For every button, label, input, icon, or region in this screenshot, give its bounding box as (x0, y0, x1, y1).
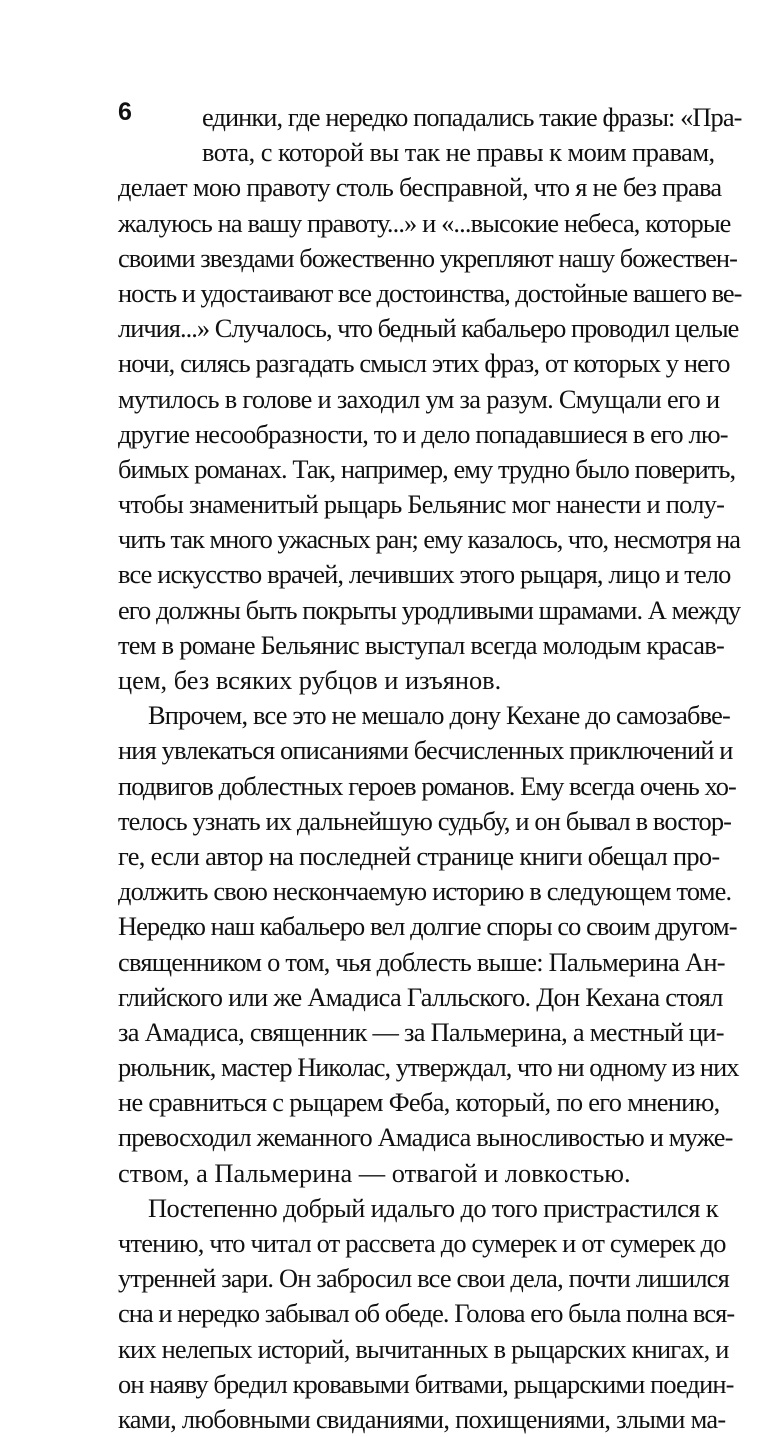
text-line: глийского или же Амадиса Галльского. Дон Кехана стоял (118, 981, 723, 1012)
text-line: другие несообразности, то и дело попадавшиеся в его лю- (118, 418, 728, 449)
text-line: превосходил жеманного Амадиса выносливостью и муже- (118, 1122, 733, 1153)
text-line: ния увлекаться описаниями бесчисленных приключений и (118, 735, 733, 766)
text-line: подвигов доблестных героев романов. Ему всегда очень хо- (118, 770, 736, 801)
text-line: священником о том, чья доблесть выше: Пальмерина Ан- (118, 946, 725, 977)
text-line: должить свою нескончаемую историю в следующем томе. (118, 876, 732, 907)
text-line: цем, без всяких рубцов и изъянов. (118, 665, 502, 695)
text-line: Постепенно добрый идальго до того пристрастился к (148, 1192, 718, 1223)
text-line: тем в романе Бельянис выступал всегда молодым красав- (118, 629, 724, 660)
text-line: рюльник, мастер Николас, утверждал, что ни одному из них (118, 1052, 739, 1083)
text-line: чтобы знаменитый рыцарь Бельянис мог нанести и полу- (118, 489, 725, 520)
text-line: ночи, силясь разгадать смысл этих фраз, от которых у него (118, 348, 730, 379)
text-line: единки, где нередко попадались такие фразы: «Пра- (202, 102, 742, 132)
text-line: сна и нередко забывал об обеде. Голова его была полна вся- (118, 1298, 735, 1329)
text-line: за Амадиса, священник — за Пальмерина, а местный ци- (118, 1016, 724, 1047)
text-line: бимых романах. Так, например, ему трудно было поверить, (118, 453, 736, 484)
text-line: не сравниться с рыцарем Феба, который, по его мнению, (118, 1087, 720, 1118)
text-line: мутилось в голове и заходил ум за разум. Смущали его и (118, 383, 720, 414)
text-line: ге, если автор на последней странице книги обещал про- (118, 840, 720, 871)
text-line: утренней зари. Он забросил все свои дела, почти лишился (118, 1263, 729, 1294)
text-line: жалуюсь на вашу правоту...» и «...высокие небеса, которые (118, 207, 731, 238)
text-line: он наяву бредил кровавыми битвами, рыцарскими поедин- (118, 1368, 734, 1399)
text-line: ность и удостаивают все достоинства, достойные вашего ве- (118, 277, 742, 308)
text-line: его должны быть покрыты уродливыми шрамами. А между (118, 594, 741, 625)
text-line: ками, любовными свиданиями, похищениями, злыми ма- (118, 1403, 726, 1434)
text-line: чить так много ужасных ран; ему казалось, что, несмотря на (118, 524, 740, 555)
text-line: делает мою правоту столь бесправной, что я не без права (118, 172, 722, 203)
text-line: ством, а Пальмерина — отвагой и ловкостью. (118, 1157, 631, 1188)
page-number: 6 (118, 98, 132, 126)
text-line: ких нелепых историй, вычитанных в рыцарских книгах, и (118, 1333, 729, 1364)
text-line: Впрочем, все это не мешало дону Кехане до самозабве- (148, 700, 730, 731)
text-line: своими звездами божественно укрепляют нашу божествен- (118, 242, 737, 273)
text-line: вота, с которой вы так не правы к моим правам, (202, 137, 715, 168)
text-line: Нередко наш кабальеро вел долгие споры со своим другом- (118, 911, 737, 942)
text-line: чтению, что читал от рассвета до сумерек и от сумерек до (118, 1228, 726, 1258)
body-text (118, 100, 742, 1437)
text-line: телось узнать их дальнейшую судьбу, и он бывал в востор- (118, 805, 732, 836)
text-line: все искусство врачей, лечивших этого рыцаря, лицо и тело (118, 559, 731, 590)
text-line: личия...» Случалось, что бедный кабальеро проводил целые (118, 313, 739, 344)
